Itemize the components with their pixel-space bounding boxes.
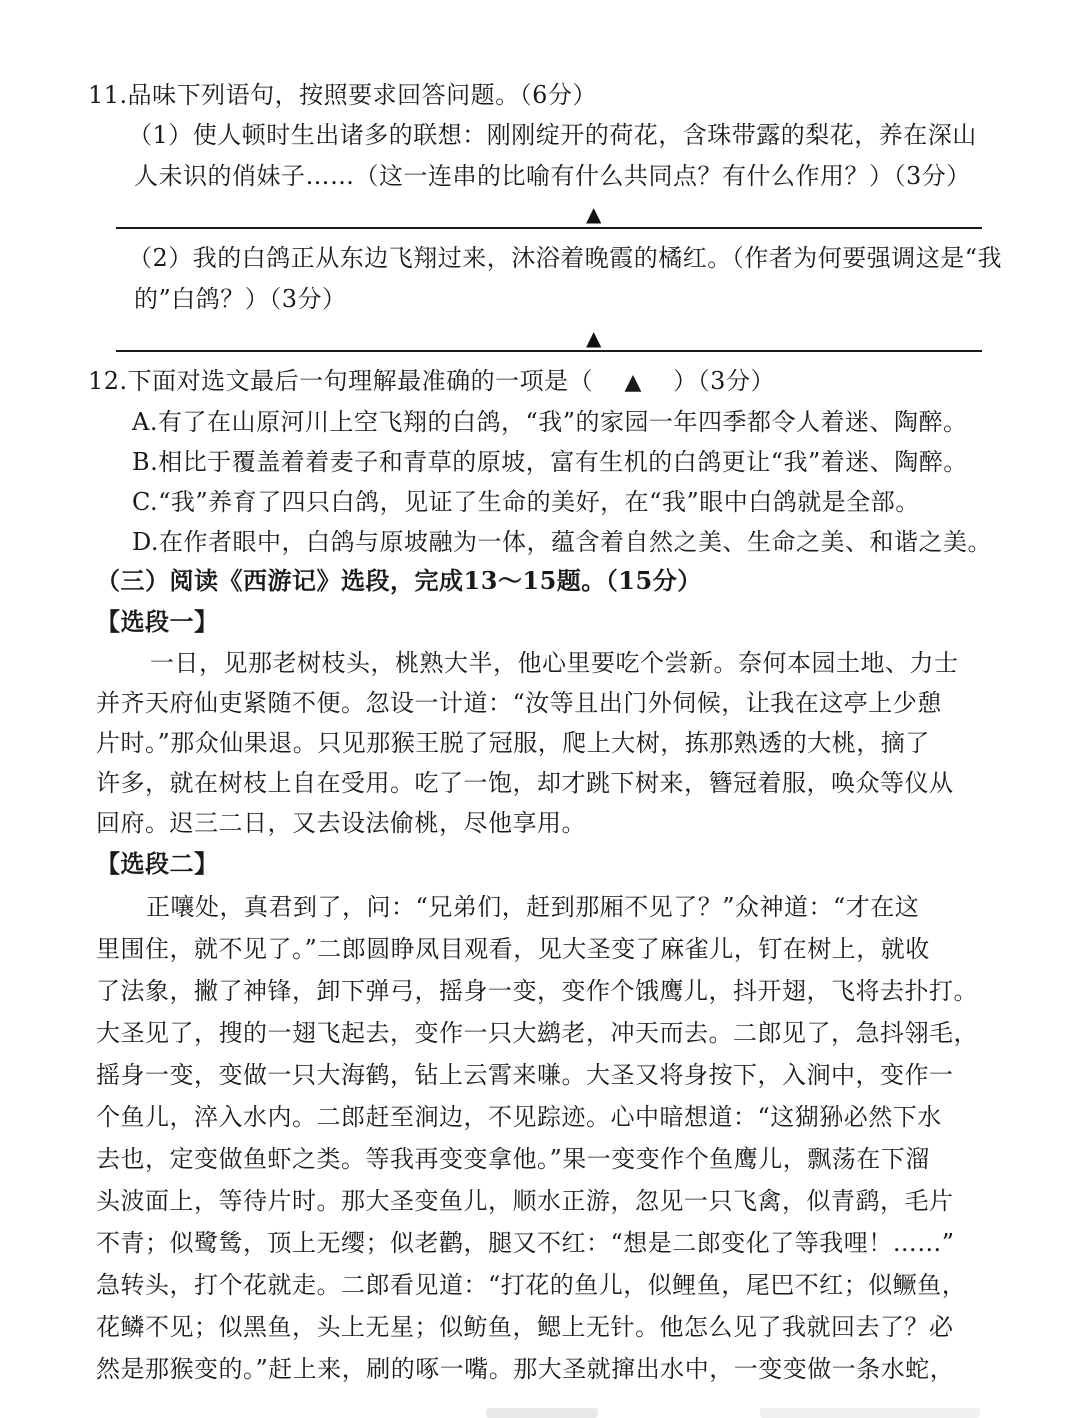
- q12-stem-text: 12.下面对选文最后一句理解最准确的一项是（: [88, 367, 594, 395]
- q12-option-a[interactable]: A.有了在山原河川上空飞翔的白鸽，“我”的家园一年四季都令人着迷、陶醉。: [132, 408, 968, 436]
- q11-sub2-line1: （2）我的白鸽正从东边飞翔过来，沐浴着晚霞的橘红。（作者为何要强调这是“我: [128, 244, 1003, 272]
- section3-title: （三）阅读《西游记》选段，完成13～15题。（15分）: [96, 566, 702, 595]
- part1-line-3: 片时。”那众仙果退。只见那猴王脱了冠服，爬上大树，拣那熟透的大桃，摘了: [96, 729, 930, 757]
- part1-line-4: 许多，就在树枝上自在受用。吃了一饱，却才跳下树来，簪冠着服，唤众等仪从: [96, 769, 954, 797]
- part1-line-2: 并齐天府仙吏紧随不便。忽设一计道：“汝等且出门外伺候，让我在这亭上少憩: [96, 689, 942, 717]
- q11-sub1-line2: 人未识的俏妹子……（这一连串的比喻有什么共同点？有什么作用？）（3分）: [134, 162, 971, 190]
- part2-line-9: 不青；似鹭鸶，顶上无缨；似老鹳，腿又不红：“想是二郎变化了等我哩！……”: [96, 1229, 955, 1257]
- part2-line-2: 里围住，就不见了。”二郎圆睁凤目观看，见大圣变了麻雀儿，钉在树上，就收: [96, 935, 930, 963]
- q11-sub2-line2: 的”白鸽？）（3分）: [134, 285, 347, 313]
- watermark-fragment: [760, 1408, 980, 1418]
- q12-option-c[interactable]: C.“我”养育了四只白鸽，见证了生命的美好，在“我”眼中白鸽就是全部。: [132, 488, 920, 516]
- q12-option-d[interactable]: D.在作者眼中，白鸽与原坡融为一体，蕴含着自然之美、生命之美、和谐之美。: [132, 528, 993, 556]
- q12-option-b[interactable]: B.相比于覆盖着着麦子和青草的原坡，富有生机的白鸽更让“我”着迷、陶醉。: [132, 448, 968, 476]
- part2-line-8: 头波面上，等待片时。那大圣变鱼儿，顺水正游，忽见一只飞禽，似青鹞，毛片: [96, 1187, 954, 1215]
- cropped-text-fragment: [486, 1408, 598, 1418]
- part2-line-5: 摇身一变，变做一只大海鹤，钻上云霄来嗛。大圣又将身按下，入涧中，变作一: [96, 1061, 954, 1089]
- part2-line-12: 然是那猴变的。”赶上来，刷的啄一嘴。那大圣就撺出水中，一变变做一条水蛇，: [96, 1355, 955, 1383]
- q12-answer-mark[interactable]: ▲: [624, 370, 642, 395]
- answer-line-1[interactable]: [116, 227, 982, 229]
- part2-heading: 【选段二】: [96, 849, 219, 878]
- answer-mark-1: ▲: [586, 202, 602, 226]
- part1-heading: 【选段一】: [96, 607, 219, 636]
- q12-stem: [88, 366, 775, 398]
- q11-title: 11.品味下列语句，按照要求回答问题。（6分）: [88, 81, 597, 109]
- answer-line-2[interactable]: [116, 350, 982, 352]
- q11-sub1-line1: （1）使人顿时生出诸多的联想：刚刚绽开的荷花，含珠带露的梨花，养在深山: [128, 121, 977, 149]
- part2-line-11: 花鳞不见；似黑鱼，头上无星；似鲂鱼，鳃上无针。他怎么见了我就回去了？必: [96, 1313, 954, 1341]
- part2-line-10: 急转头，打个花就走。二郎看见道：“打花的鱼儿，似鲤鱼，尾巴不红；似鳜鱼，: [96, 1271, 967, 1299]
- part1-line-5: 回府。迟三二日，又去设法偷桃，尽他享用。: [96, 809, 586, 837]
- q12-score: ）（3分）: [673, 367, 775, 395]
- part1-line-1: 一日，见那老树枝头，桃熟大半，他心里要吃个尝新。奈何本园土地、力士: [150, 649, 959, 677]
- part2-line-1: 正嚷处，真君到了，问：“兄弟们，赶到那厢不见了？”众神道：“才在这: [146, 893, 920, 921]
- part2-line-7: 去也，定变做鱼虾之类。等我再变变拿他。”果一变变作个鱼鹰儿，飘荡在下溜: [96, 1145, 930, 1173]
- part2-line-3: 了法象，撇了神锋，卸下弹弓，摇身一变，变作个饿鹰儿，抖开翅，飞将去扑打。: [96, 977, 978, 1005]
- answer-mark-2: ▲: [586, 326, 602, 350]
- part2-line-4: 大圣见了，搜的一翅飞起去，变作一只大鹚老，冲天而去。二郎见了，急抖翎毛，: [96, 1019, 978, 1047]
- part2-line-6: 个鱼儿，淬入水内。二郎赶至涧边，不见踪迹。心中暗想道：“这猢狲必然下水: [96, 1103, 942, 1131]
